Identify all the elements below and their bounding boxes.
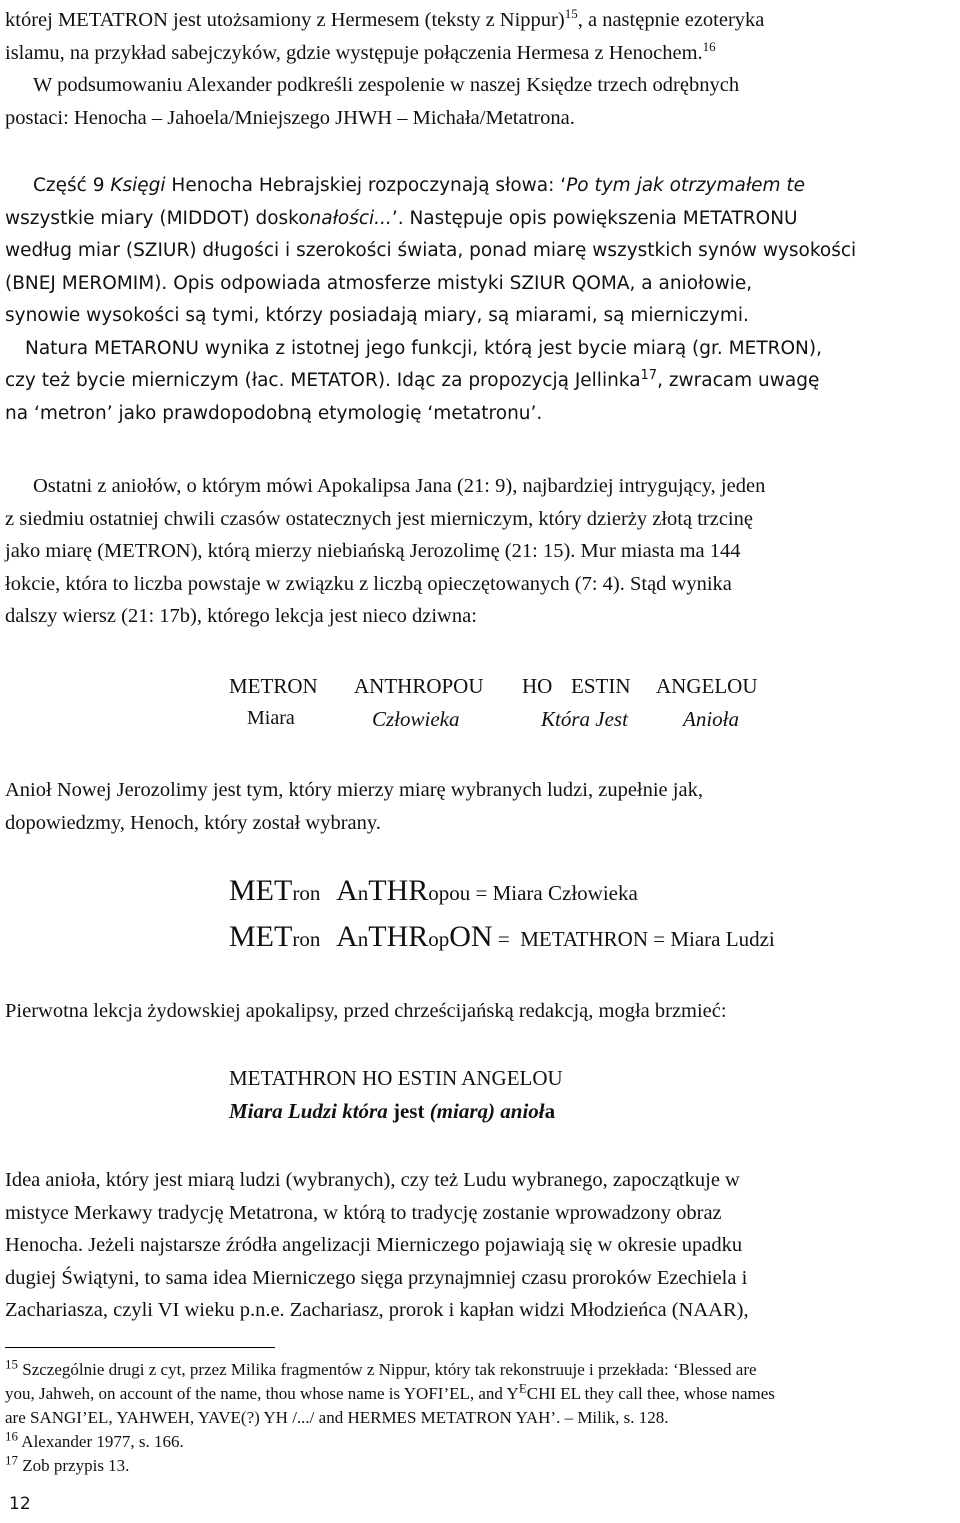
greek-word: ESTIN bbox=[571, 674, 631, 698]
paragraph-2 bbox=[5, 170, 955, 430]
translation-part: Miara Ludzi która bbox=[229, 1099, 388, 1123]
text-span: Zob przypis 13. bbox=[18, 1456, 130, 1475]
text-line bbox=[5, 1382, 955, 1406]
greek-phrase: METATHRON HO ESTIN ANGELOU bbox=[229, 1066, 563, 1090]
quote-italic: Po tym jak otrzymałem te bbox=[566, 175, 806, 196]
text-line: łokcie, która to liczba powstaje w związku z liczbą opieczętowanych (7: 4). Stąd wynika bbox=[5, 572, 732, 595]
formula-2 bbox=[229, 920, 775, 954]
footnote-17 bbox=[5, 1454, 955, 1478]
formula-part: A bbox=[336, 920, 358, 953]
text-span: czy też bycie mierniczym (łac. METATOR). Idąc za propozycją Jellinka bbox=[5, 370, 641, 391]
text-span: Szczególnie drugi z cyt, przez Milika fragmentów z Nippur, który tak rekonstruuje i przekłada: ‘Blessed are bbox=[18, 1360, 757, 1379]
formula-part: METATHRON = Miara Ludzi bbox=[520, 927, 775, 951]
translation-part: (miarą) anioł bbox=[429, 1099, 545, 1123]
greek-word: METRON bbox=[229, 674, 318, 698]
footnotes bbox=[5, 1358, 955, 1478]
formula-part: op bbox=[428, 927, 450, 951]
text-line: z siedmiu ostatniej chwili czasów ostatecznych jest mierniczym, który dzierży złotą trzcinę bbox=[5, 507, 753, 530]
formula-1 bbox=[229, 874, 638, 908]
text-line: (BNEJ MEROMIM). Opis odpowiada atmosferze mistyki SZIUR QOMA, a aniołowie, bbox=[5, 272, 753, 294]
formula-part: opou = Miara Człowieka bbox=[428, 881, 638, 905]
formula-part: THR bbox=[368, 920, 429, 953]
quote-italic: nałości... bbox=[309, 207, 392, 229]
text-line bbox=[5, 37, 955, 70]
text-line: postaci: Henocha – Jahoela/Mniejszego JHWH – Michała/Metatrona. bbox=[5, 106, 575, 129]
text-line: Zachariasza, czyli VI wieku p.n.e. Zachariasz, prorok i kapłan widzi Młodzieńca (NAAR), bbox=[5, 1299, 749, 1321]
footnote-ref-17: 17 bbox=[640, 367, 658, 383]
footnote-ref-15: 15 bbox=[564, 6, 578, 22]
footnote-number: 17 bbox=[5, 1452, 18, 1468]
text-line: Henocha. Jeżeli najstarsze źródła angelizacji Mierniczego pojawiają się w okresie upadku bbox=[5, 1234, 743, 1256]
paragraph-6 bbox=[5, 1164, 955, 1327]
footnote-number: 15 bbox=[5, 1356, 18, 1372]
formula-part: THR bbox=[368, 874, 429, 907]
greek-word: ANTHROPOU bbox=[354, 674, 484, 698]
text-span: CHI EL they call thee, whose names bbox=[526, 1384, 775, 1403]
superscript: E bbox=[518, 1380, 527, 1396]
text-line: are SANGI’EL, YAHWEH, YAVE(?) YH /.../ and HERMES METATRON YAH’. – Milik, s. 128. bbox=[5, 1408, 669, 1427]
translation-part: a bbox=[544, 1099, 556, 1123]
text-line bbox=[5, 203, 955, 236]
translation-word: Anioła bbox=[683, 707, 739, 731]
text-line: dopowiedzmy, Henoch, który został wybrany. bbox=[5, 811, 381, 834]
formula-part: ON bbox=[449, 920, 493, 953]
greek-word: HO bbox=[522, 674, 553, 698]
formula-part: n bbox=[357, 881, 369, 905]
translation-2 bbox=[229, 1099, 555, 1124]
text-span: , a następnie ezoteryka bbox=[577, 9, 765, 31]
text-line: mistyce Merkawy tradycję Metatrona, w którą to tradycję zostanie wprowadzony obraz bbox=[5, 1201, 722, 1224]
text-line: jako miarę (METRON), którą mierzy niebiańską Jerozolimę (21: 15). Mur miasta ma 144 bbox=[5, 540, 741, 562]
paragraph-1 bbox=[5, 4, 955, 134]
paragraph-5 bbox=[5, 995, 955, 1028]
text-line bbox=[5, 1358, 955, 1382]
formula-part: A bbox=[336, 874, 358, 907]
text-line: dalszy wiersz (21: 17b), którego lekcja jest nieco dziwna: bbox=[5, 605, 477, 627]
text-span: , zwracam uwagę bbox=[657, 370, 820, 391]
text-line: Pierwotna lekcja żydowskiej apokalipsy, przed chrześcijańską redakcją, mogła brzmieć: bbox=[5, 1000, 727, 1022]
text-span: you, Jahweh, on account of the name, thou whose name is YOFI’EL, and Y bbox=[5, 1384, 519, 1403]
greek-word: ANGELOU bbox=[656, 674, 758, 698]
text-line: synowie wysokości są tymi, którzy posiadają miary, są miarami, są mierniczymi. bbox=[5, 305, 749, 326]
formula-part: MET bbox=[229, 920, 293, 953]
text-line bbox=[5, 1454, 955, 1478]
text-line: Anioł Nowej Jerozolimy jest tym, który mierzy miarę wybranych ludzi, zupełnie jak, bbox=[5, 779, 703, 801]
formula-part: ron bbox=[292, 927, 321, 951]
text-span: islamu, na przykład sabejczyków, gdzie występuje połączenia Hermesa z Henochem. bbox=[5, 41, 703, 64]
page-number: 12 bbox=[9, 1494, 31, 1514]
text-span: Henocha Hebrajskiej rozpoczynają słowa: ‘ bbox=[165, 175, 567, 196]
book-title: Księgi bbox=[110, 175, 166, 196]
paragraph-3 bbox=[5, 470, 955, 633]
formula-part: = bbox=[492, 927, 515, 951]
text-line: na ‘metron’ jako prawdopodobną etymologię ‘metatronu’. bbox=[5, 402, 543, 424]
text-span: ’. Następuje opis powiększenia METATRONU bbox=[391, 207, 798, 229]
text-line: Ostatni z aniołów, o którym mówi Apokalipsa Jana (21: 9), najbardziej intrygujący, jeden bbox=[33, 475, 766, 497]
text-span: której METATRON jest utożsamiony z Hermesem (teksty z Nippur) bbox=[5, 9, 565, 31]
footnote-number: 16 bbox=[5, 1428, 18, 1444]
text-span: Część 9 bbox=[33, 175, 111, 196]
translation-word: Która Jest bbox=[541, 707, 628, 731]
footnote-ref-16: 16 bbox=[702, 38, 716, 54]
footnote-15 bbox=[5, 1358, 955, 1430]
paragraph-4 bbox=[5, 774, 955, 839]
formula-part: n bbox=[357, 927, 369, 951]
text-line: W podsumowaniu Alexander podkreśli zespolenie w naszej Księdze trzech odrębnych bbox=[33, 74, 740, 96]
text-line bbox=[5, 170, 955, 203]
text-span: Alexander 1977, s. 166. bbox=[18, 1432, 184, 1451]
translation-part: jest bbox=[387, 1099, 430, 1123]
footnote-separator bbox=[5, 1347, 275, 1348]
text-line bbox=[5, 365, 955, 398]
translation-word: Człowieka bbox=[372, 707, 460, 731]
text-line: według miar (SZIUR) długości i szerokości świata, ponad miarę wszystkich synów wysokości bbox=[5, 240, 857, 261]
text-line bbox=[5, 1430, 955, 1454]
text-line: Natura METARONU wynika z istotnej jego funkcji, którą jest bycie miarą (gr. METRON), bbox=[25, 337, 822, 359]
text-line: Idea anioła, który jest miarą ludzi (wybranych), czy też Ludu wybranego, zapoczątkuje w bbox=[5, 1169, 740, 1191]
translation-word: Miara bbox=[247, 707, 295, 729]
text-span: wszystkie miary (MIDDOT) dosko bbox=[5, 207, 310, 229]
text-line bbox=[5, 4, 955, 37]
text-line: dugiej Świątyni, to sama idea Mierniczego sięga przynajmniej czasu proroków Ezechiela i bbox=[5, 1266, 748, 1289]
footnote-16 bbox=[5, 1430, 955, 1454]
formula-part: ron bbox=[292, 881, 321, 905]
formula-part: MET bbox=[229, 874, 293, 907]
